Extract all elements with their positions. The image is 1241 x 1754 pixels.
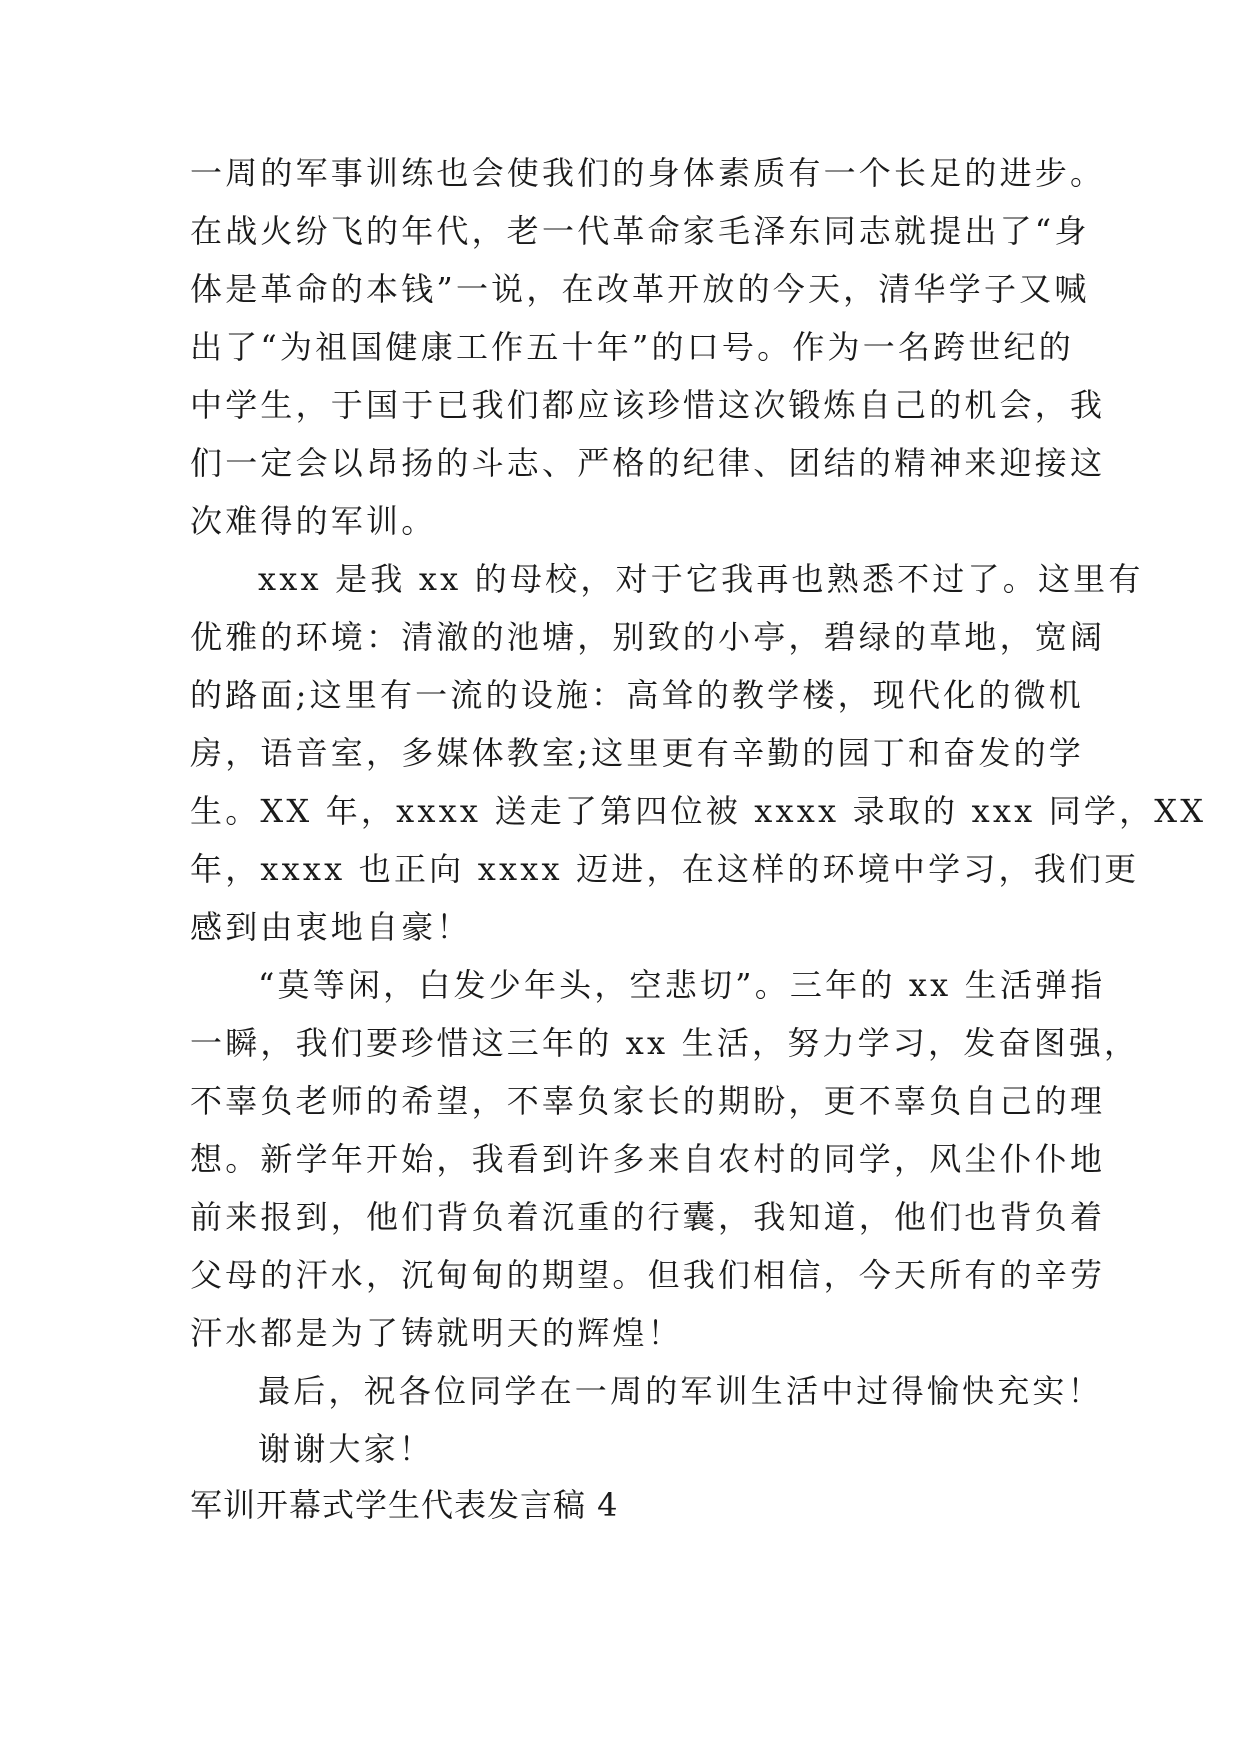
text-line: 年，xxxx 也正向 xxxx 迈进，在这样的环境中学习，我们更 [190, 850, 1140, 888]
text-line: 次难得的军训。 [190, 502, 437, 540]
text-line: 前来报到，他们背负着沉重的行囊，我知道，他们也背负着 [190, 1198, 1106, 1236]
text-line: 一周的军事训练也会使我们的身体素质有一个长足的进步。 [190, 154, 1106, 192]
text-line: 们一定会以昂扬的斗志、严格的纪律、团结的精神来迎接这 [190, 444, 1106, 482]
text-line: 想。新学年开始，我看到许多来自农村的同学，风尘仆仆地 [190, 1140, 1106, 1178]
text-line: 不辜负老师的希望，不辜负家长的期盼，更不辜负自己的理 [190, 1082, 1106, 1120]
text-line: 一瞬，我们要珍惜这三年的 xx 生活，努力学习，发奋图强， [190, 1024, 1140, 1062]
text-line: 出了“为祖国健康工作五十年”的口号。作为一名跨世纪的 [190, 328, 1074, 366]
paragraph-first-line: xxx 是我 xx 的母校，对于它我再也熟悉不过了。这里有 [258, 560, 1144, 598]
paragraph-first-line: “莫等闲，白发少年头，空悲切”。三年的 xx 生活弹指 [258, 966, 1106, 1004]
text-line: 优雅的环境：清澈的池塘，别致的小亭，碧绿的草地，宽阔 [190, 618, 1106, 656]
section-heading: 军训开幕式学生代表发言稿 4 [190, 1486, 619, 1524]
text-line: 汗水都是为了铸就明天的辉煌！ [190, 1314, 683, 1352]
text-line: 的路面;这里有一流的设施：高耸的教学楼，现代化的微机 [190, 676, 1084, 714]
paragraph-first-line: 最后，祝各位同学在一周的军训生活中过得愉快充实！ [258, 1372, 1103, 1410]
text-line: 在战火纷飞的年代，老一代革命家毛泽东同志就提出了“身 [190, 212, 1090, 250]
text-line: 感到由衷地自豪！ [190, 908, 472, 946]
text-line: 中学生，于国于已我们都应该珍惜这次锻炼自己的机会，我 [190, 386, 1106, 424]
paragraph-first-line: 谢谢大家！ [258, 1430, 435, 1468]
text-line: 房，语音室，多媒体教室;这里更有辛勤的园丁和奋发的学 [190, 734, 1084, 772]
text-line: 父母的汗水，沉甸甸的期望。但我们相信，今天所有的辛劳 [190, 1256, 1106, 1294]
text-line: 生。XX 年，xxxx 送走了第四位被 xxxx 录取的 xxx 同学，XX [190, 792, 1207, 830]
text-line: 体是革命的本钱”一说，在改革开放的今天，清华学子又喊 [190, 270, 1090, 308]
